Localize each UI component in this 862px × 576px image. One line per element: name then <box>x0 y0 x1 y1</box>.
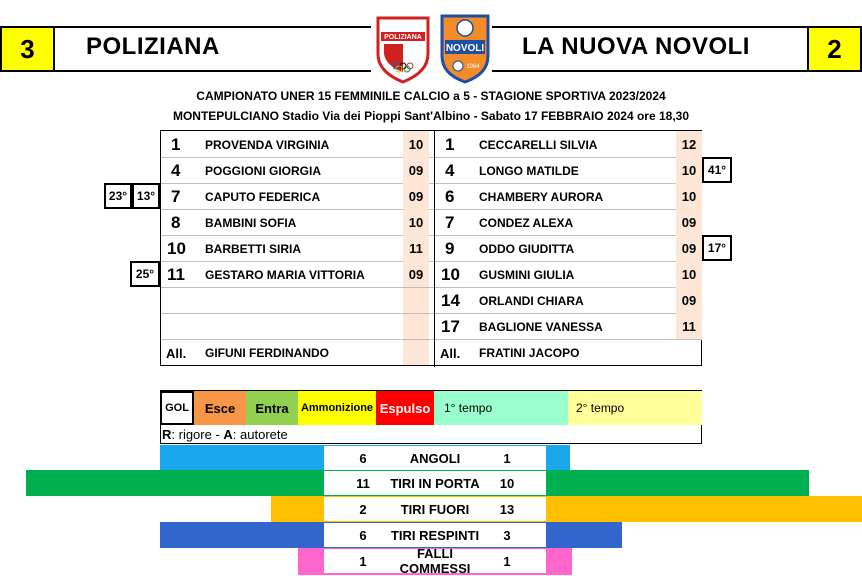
championship-title: CAMPIONATO UNER 15 FEMMINILE CALCIO a 5 - STAGIONE SPORTIVA 2023/2024 <box>196 89 666 103</box>
stat-row <box>324 446 546 470</box>
away-team-name: LA NUOVA NOVOLI <box>522 33 750 60</box>
stat-home-value: 6 <box>359 450 367 466</box>
home-coach-label: All. <box>166 346 187 361</box>
row-line <box>161 313 434 314</box>
home-player-name: GESTARO MARIA VITTORIA <box>205 268 365 282</box>
home-player-age: 09 <box>403 157 429 183</box>
home-player-age: 09 <box>403 261 429 287</box>
home-team-name: POLIZIANA <box>86 33 220 60</box>
row-line <box>161 287 434 288</box>
novoli-logo-year: 1964 <box>466 64 480 70</box>
row-line <box>161 235 434 236</box>
home-player-age: 11 <box>403 235 429 261</box>
home-player-number: 4 <box>171 161 181 180</box>
stat-row <box>324 546 546 576</box>
stat-label: TIRI IN PORTA <box>390 475 480 491</box>
home-player-name: CAPUTO FEDERICA <box>205 190 321 204</box>
home-player-age: 10 <box>403 131 429 157</box>
away-player-name: LONGO MATILDE <box>479 164 579 178</box>
away-coach-name: FRATINI JACOPO <box>479 346 580 360</box>
away-player-number: 9 <box>445 239 455 258</box>
legend-espulso: Espulso <box>376 391 434 425</box>
row-line <box>161 339 434 340</box>
away-player-age: 09 <box>676 287 702 313</box>
away-player-name: CECCARELLI SILVIA <box>479 138 598 152</box>
away-player-number: 4 <box>445 161 455 180</box>
away-player-name: GUSMINI GIULIA <box>479 268 575 282</box>
away-score: 2 <box>807 26 862 72</box>
goal-minute-badge: 17° <box>702 235 732 261</box>
novoli-logo <box>438 10 492 84</box>
stat-away-value: 13 <box>499 501 515 517</box>
home-player-name: POGGIONI GIORGIA <box>205 164 322 178</box>
row-line <box>161 157 434 158</box>
away-player-number: 1 <box>445 135 455 154</box>
legend-esce: Esce <box>194 391 246 425</box>
home-player-number: 11 <box>167 265 185 284</box>
roster-table <box>160 130 702 366</box>
row-line <box>161 183 434 184</box>
legend-entra: Entra <box>246 391 298 425</box>
away-player-number: 10 <box>441 265 460 284</box>
header-line-left-bottom <box>55 70 371 72</box>
stat-away-value: 1 <box>503 450 511 466</box>
stat-label: TIRI FUORI <box>400 501 470 517</box>
legend-secondo-tempo: 2° tempo <box>568 391 702 425</box>
away-player-age: 09 <box>676 209 702 235</box>
stat-label: FALLI COMMESSI <box>399 546 471 576</box>
home-player-number: 1 <box>171 135 181 154</box>
stat-row <box>324 523 546 547</box>
goal-minute-badge: 41° <box>702 157 732 183</box>
row-line <box>435 209 702 210</box>
row-line <box>435 313 702 314</box>
away-player-number: 7 <box>445 213 455 232</box>
poliziana-logo <box>372 14 434 84</box>
away-player-name: BAGLIONE VANESSA <box>479 320 603 334</box>
away-player-age: 09 <box>676 235 702 261</box>
goal-minute-badge: 13° <box>132 183 160 209</box>
stat-row <box>324 497 546 521</box>
legend-ammonizione: Ammonizione <box>298 391 376 425</box>
away-player-name: CONDEZ ALEXA <box>479 216 574 230</box>
stat-away-value: 1 <box>503 553 511 569</box>
home-player-name: PROVENDA VIRGINIA <box>205 138 330 152</box>
away-player-age: 10 <box>676 261 702 287</box>
goal-minute-badge: 23° <box>104 183 132 209</box>
row-line <box>161 209 434 210</box>
home-player-age: 09 <box>403 183 429 209</box>
stat-label: TIRI RESPINTI <box>390 527 480 543</box>
home-player-number: 7 <box>171 187 181 206</box>
row-line <box>435 157 702 158</box>
stat-home-value: 1 <box>359 553 367 569</box>
away-player-age: 10 <box>676 157 702 183</box>
stat-row <box>324 471 546 495</box>
home-coach-name: GIFUNI FERDINANDO <box>205 346 329 360</box>
novoli-logo-text: NOVOLI <box>445 43 485 54</box>
away-player-name: ODDO GIUDITTA <box>479 242 575 256</box>
away-player-name: CHAMBERY AURORA <box>479 190 604 204</box>
home-player-name: BAMBINI SOFIA <box>205 216 297 230</box>
away-player-number: 6 <box>445 187 455 206</box>
home-player-age: 10 <box>403 209 429 235</box>
header-line-right-bottom <box>492 70 808 72</box>
home-player-number: 10 <box>167 239 186 258</box>
away-player-age: 11 <box>676 313 702 339</box>
header-line-right-top <box>492 26 808 28</box>
stat-home-value: 11 <box>356 475 370 491</box>
away-player-number: 17 <box>441 317 460 336</box>
home-score: 3 <box>0 26 55 72</box>
stat-label: ANGOLI <box>409 450 461 466</box>
away-coach-label: All. <box>440 346 461 361</box>
legend-note-a: A <box>223 427 233 442</box>
home-player-number: 8 <box>171 213 181 232</box>
legend-gol: GOL <box>160 391 194 425</box>
row-line <box>435 287 702 288</box>
stat-away-value: 10 <box>499 475 515 491</box>
legend-note-a-text: : autorete <box>232 427 288 442</box>
row-line <box>435 183 702 184</box>
row-line <box>435 261 702 262</box>
poliziana-logo-text: POLIZIANA <box>384 34 422 41</box>
header-line-left-top <box>55 26 371 28</box>
row-line <box>435 339 702 340</box>
row-line <box>435 235 702 236</box>
legend-note <box>162 427 288 442</box>
stat-home-value: 2 <box>359 501 367 517</box>
legend-note-r-text: : rigore - <box>171 427 224 442</box>
home-player-name: BARBETTI SIRIA <box>205 242 301 256</box>
row-line <box>161 261 434 262</box>
away-player-age: 12 <box>676 131 702 157</box>
stat-away-value: 3 <box>503 527 511 543</box>
roster-divider <box>434 131 435 367</box>
goal-minute-badge: 25° <box>130 261 160 287</box>
away-player-name: ORLANDI CHIARA <box>479 294 584 308</box>
away-player-number: 14 <box>441 291 460 310</box>
legend-note-r: R <box>162 427 172 442</box>
stat-home-value: 6 <box>359 527 367 543</box>
away-player-age: 10 <box>676 183 702 209</box>
match-venue: MONTEPULCIANO Stadio Via dei Pioppi Sant'Albino - Sabato 17 FEBBRAIO 2024 ore 18,30 <box>172 109 690 123</box>
legend-primo-tempo: 1° tempo <box>434 391 568 425</box>
